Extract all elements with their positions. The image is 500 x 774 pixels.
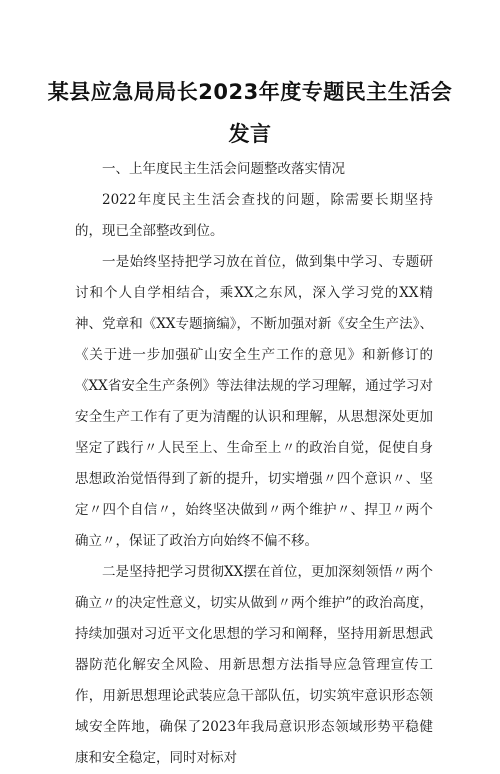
document-body: [75, 154, 433, 774]
paragraph: 二是坚持把学习贯彻XX摆在首位，更加深刻领悟〃两个确立〃的决定性意义，切实从做到〃两个维护”的政治高度，持续加强对习近平文化思想的学习和阐释，坚持用新思想武器防范化解安全风险、用新思想方法指导应急管理宣传工作，用新思想理论武装应急干部队伍，切实筑牢意识形态领域安全阵地，确保了2023年我局意识形态领域形势平稳健康和安全稳定，同时对标对: [75, 564, 433, 766]
section-heading: 一、上年度民主生活会问题整改落实情况: [102, 161, 345, 177]
paragraph: 一是始终坚持把学习放在首位，做到集中学习、专题研讨和个人自学相结合，乘XX之东风，深入学习党的XX精神、党章和《XX专题摘编》，不断加强对新《安全生产法》、《关于进一步加强矿山安全生产工作的意见》和新修订的《XX省安全生产条例》等法律法规的学习理解，通过学习对安全生产工作有了更为清醒的认识和理解，从思想深处更加坚定了践行〃人民至上、生命至上〃的政治自觉，促使自身思想政治觉悟得到了新的提升，切实增强〃四个意识〃、坚定〃四个自信〃，始终坚决做到〃两个维护〃、捍卫〃两个确立〃，保证了政治方向始终不偏不移。: [75, 254, 433, 549]
document-title: 某县应急局局长2023年度专题民主生活会: [47, 80, 453, 104]
document-title-continuation: 发言: [228, 122, 272, 146]
paragraph: 2022年度民主生活会查找的问题，除需要长期坚持的，现已全部整改到位。: [75, 192, 433, 239]
